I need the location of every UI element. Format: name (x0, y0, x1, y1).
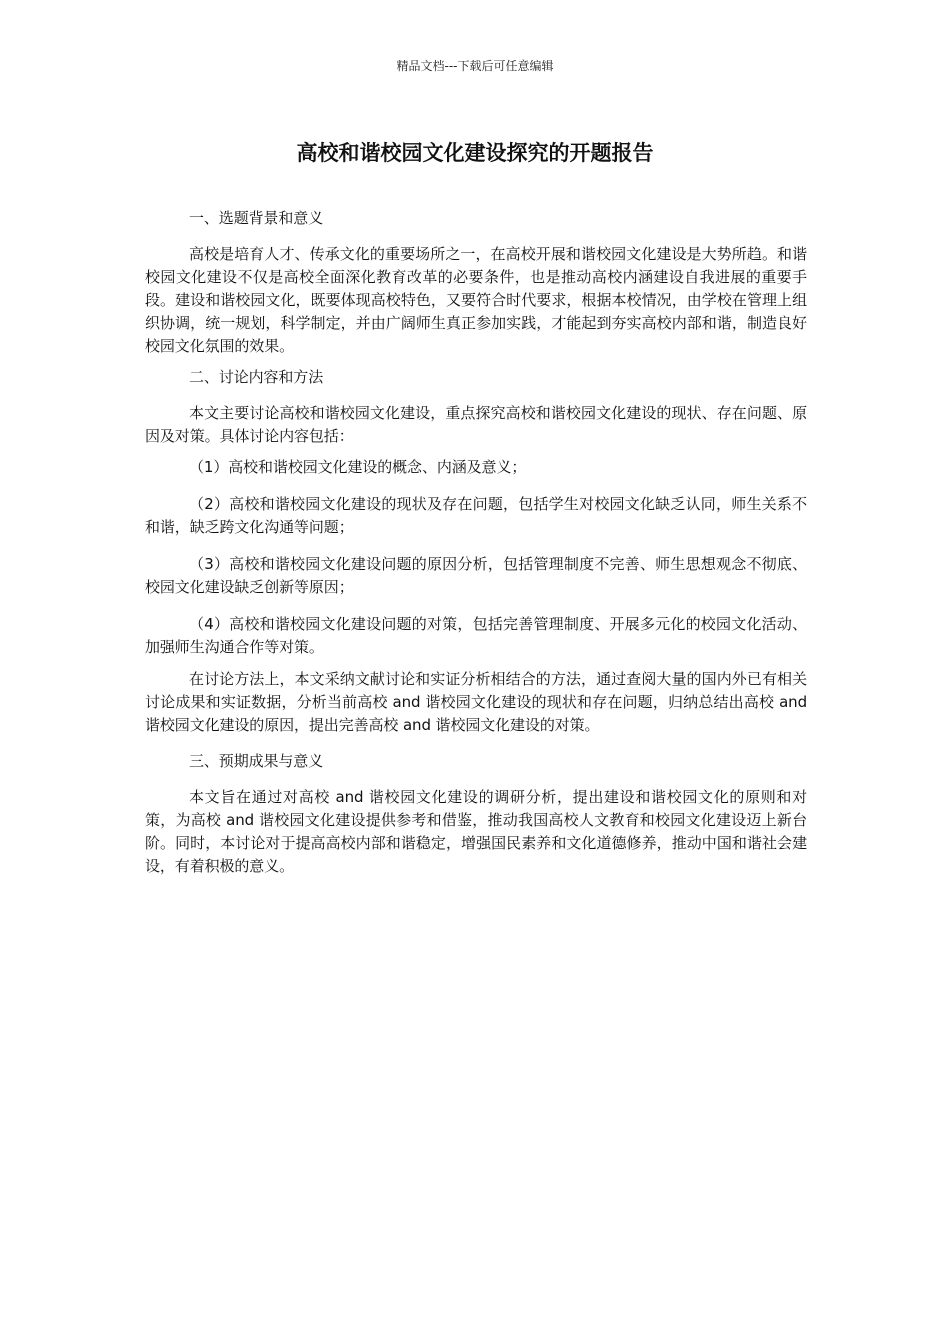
section-heading-content-method: 二、讨论内容和方法 (189, 368, 324, 386)
list-item-1: （1）高校和谐校园文化建设的概念、内涵及意义； (189, 458, 527, 476)
paragraph-method: 在讨论方法上，本文采纳文献讨论和实证分析相结合的方法，通过查阅大量的国内外已有相关讨论成果和实证数据，分析当前高校 and 谐校园文化建设的现状和存在问题，归纳总结出高校 and 谐校园文化建设的原因，提出完善高校 and 谐校园文化建设的对策。 (145, 670, 807, 734)
paragraph-expected-results: 本文旨在通过对高校 and 谐校园文化建设的调研分析，提出建设和谐校园文化的原则和对策，为高校 and 谐校园文化建设提供参考和借鉴，推动我国高校人文教育和校园文化建设迈上新台阶。同时，本讨论对于提高高校内部和谐稳定，增强国民素养和文化道德修养，推动中国和谐社会建设，有着积极的意义。 (145, 788, 807, 875)
list-item-3: （3）高校和谐校园文化建设问题的原因分析，包括管理制度不完善、师生思想观念不彻底、校园文化建设缺乏创新等原因； (145, 555, 807, 596)
paragraph-content-intro: 本文主要讨论高校和谐校园文化建设，重点探究高校和谐校园文化建设的现状、存在问题、原因及对策。具体讨论内容包括： (145, 404, 807, 445)
page-header: 精品文档---下载后可任意编辑 (396, 59, 554, 73)
section-heading-background: 一、选题背景和意义 (189, 209, 324, 227)
paragraph-background: 高校是培育人才、传承文化的重要场所之一，在高校开展和谐校园文化建设是大势所趋。和谐校园文化建设不仅是高校全面深化教育改革的必要条件，也是推动高校内涵建设自我进展的重要手段。建设和谐校园文化，既要体现高校特色，又要符合时代要求，根据本校情况，由学校在管理上组织协调，统一规划，科学制定，并由广阔师生真正参加实践，才能起到夯实高校内部和谐，制造良好校园文化氛围的效果。 (145, 245, 807, 355)
list-item-2: （2）高校和谐校园文化建设的现状及存在问题，包括学生对校园文化缺乏认同，师生关系不和谐，缺乏跨文化沟通等问题； (145, 495, 807, 536)
document-body (145, 207, 807, 886)
list-item-4: （4）高校和谐校园文化建设问题的对策，包括完善管理制度、开展多元化的校园文化活动、加强师生沟通合作等对策。 (145, 615, 807, 656)
section-heading-expected-results: 三、预期成果与意义 (189, 752, 324, 770)
document-title: 高校和谐校园文化建设探究的开题报告 (296, 141, 654, 165)
